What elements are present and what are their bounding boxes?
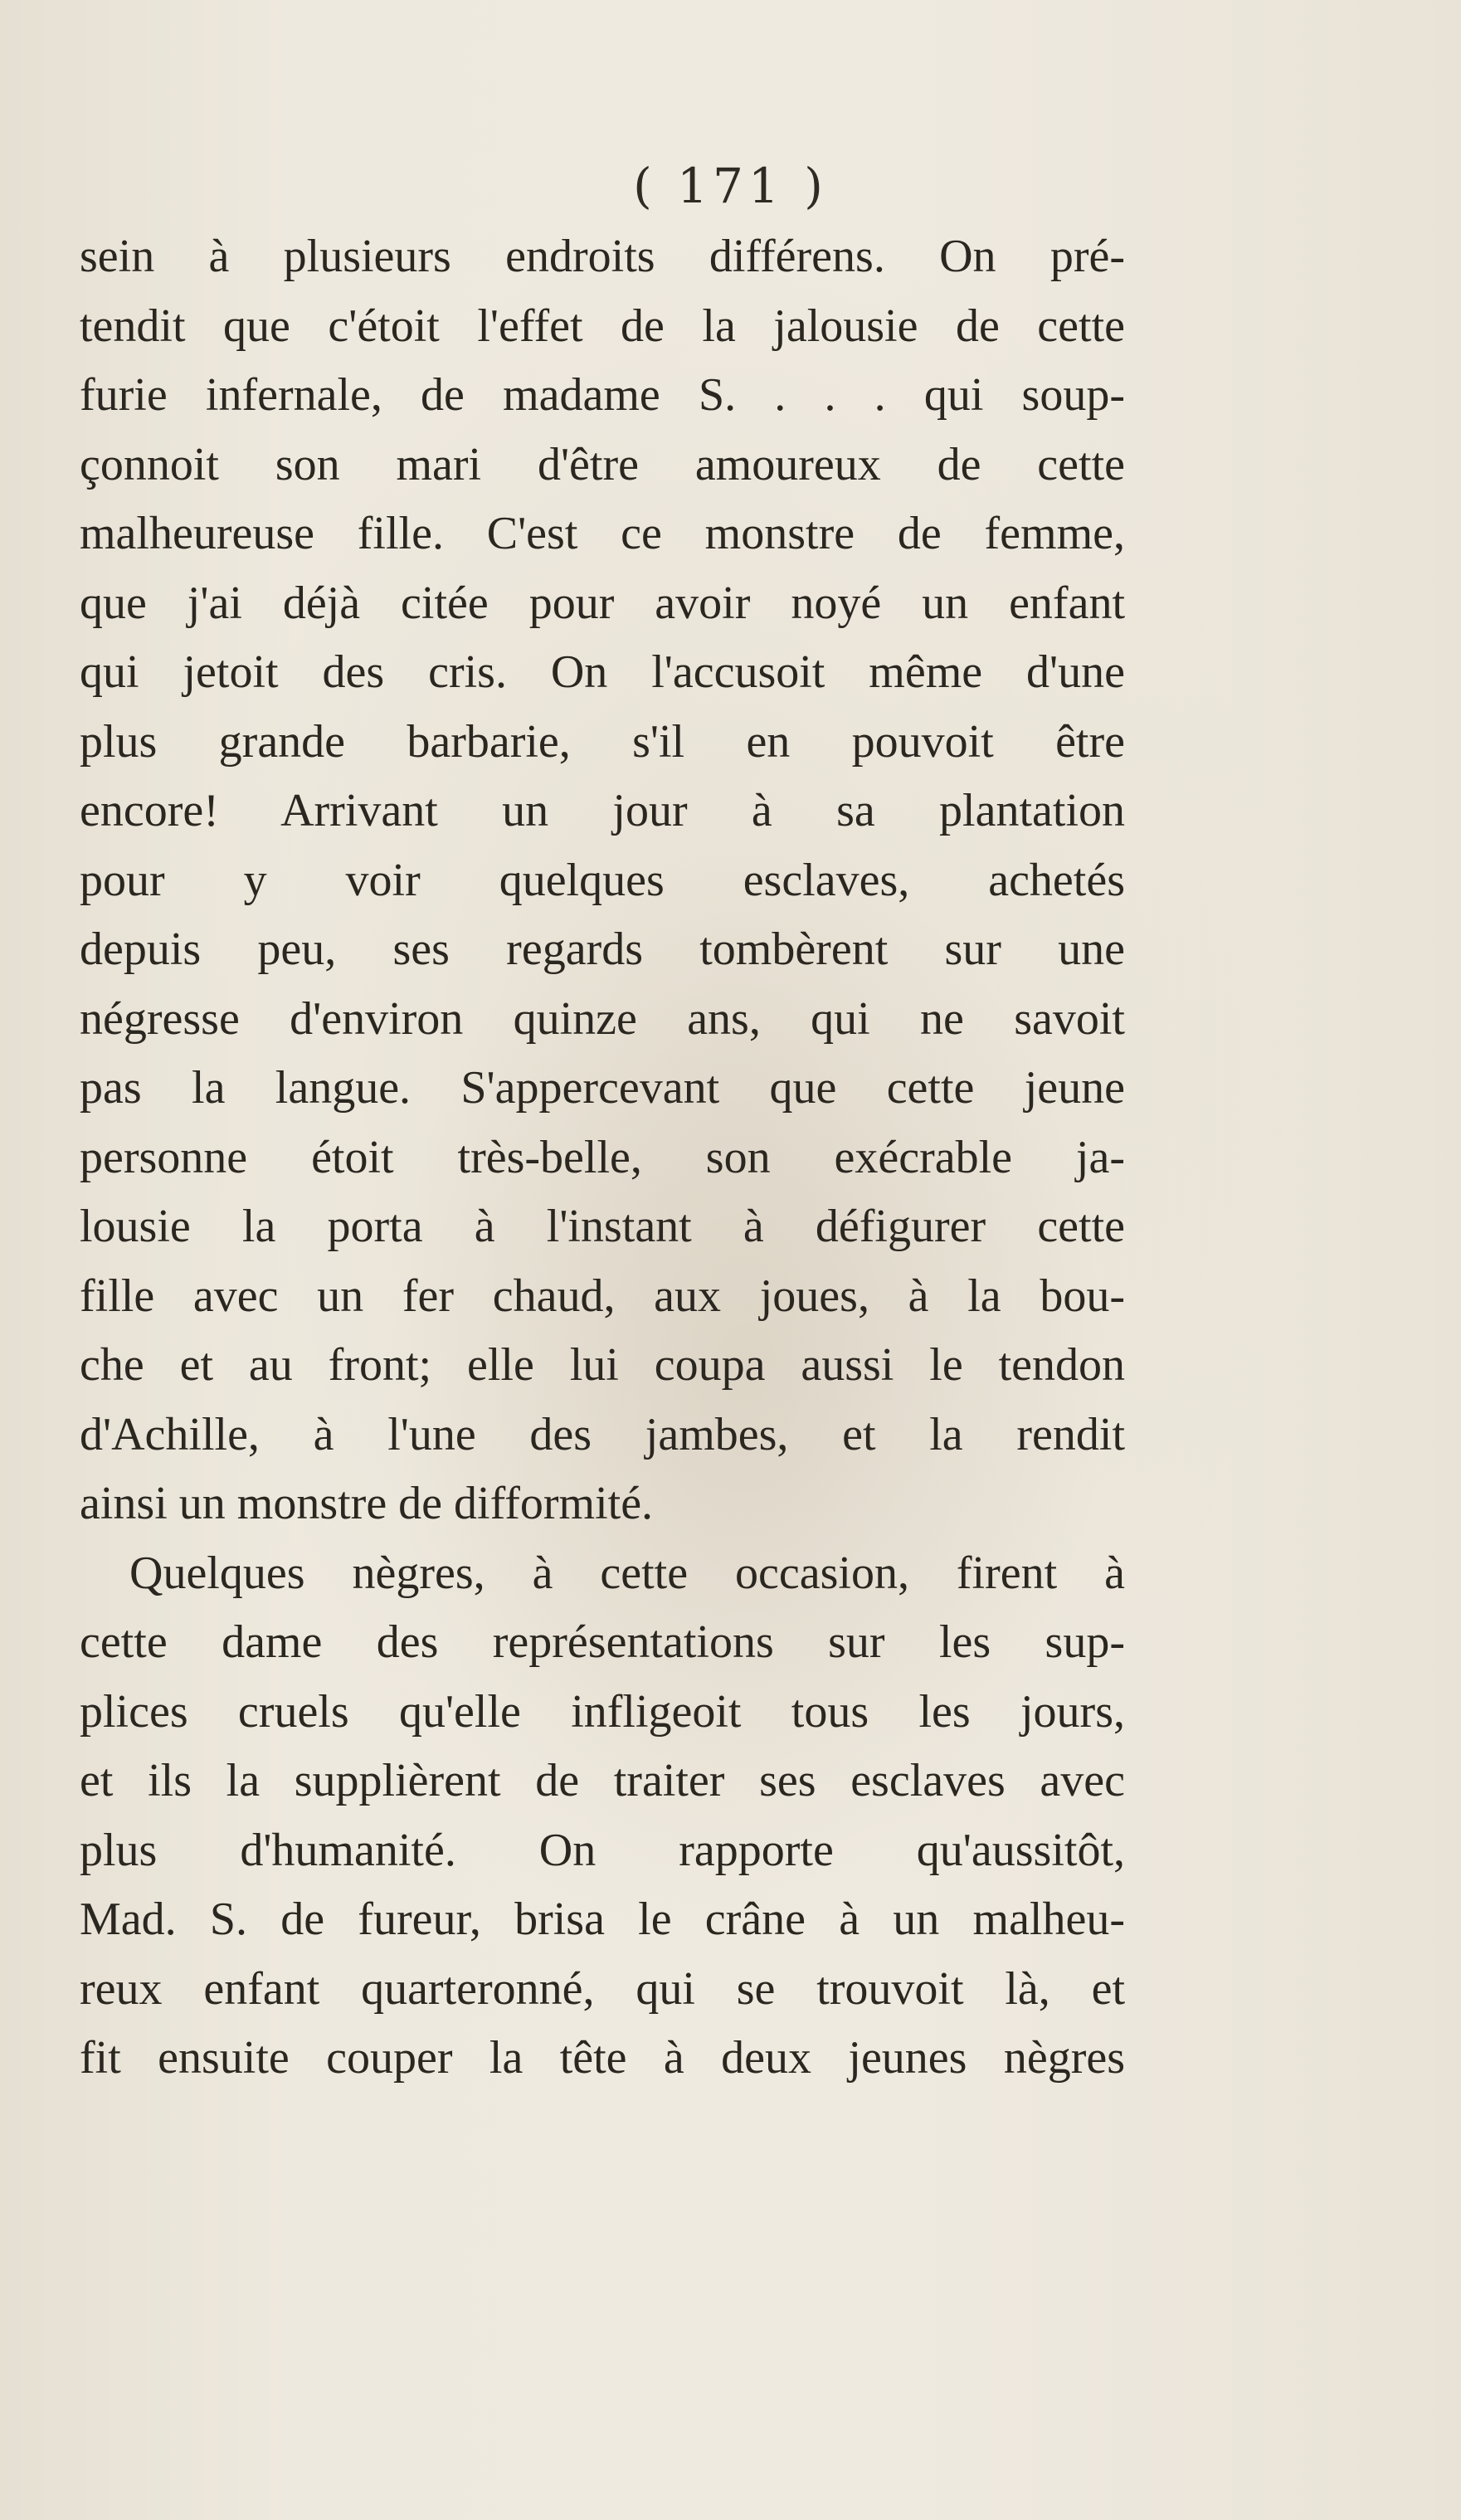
paragraph-1 [80,222,1125,1539]
text-line: plus d'humanité. On rapporte qu'aussitôt, [80,1824,1125,1876]
text-line: tendit que c'étoit l'effet de la jalousie de cette [80,300,1125,352]
text-line: fit ensuite couper la tête à deux jeunes nègres [80,2032,1125,2084]
text-line: que j'ai déjà citée pour avoir noyé un enfant [80,577,1125,629]
text-line: malheureuse fille. C'est ce monstre de femme, [80,508,1125,559]
text-line: Quelques nègres, à cette occasion, firent à [129,1547,1125,1599]
body-text [80,222,1125,2094]
text-line: che et au front; elle lui coupa aussi le tendon [80,1339,1125,1391]
text-line: pour y voir quelques esclaves, achetés [80,854,1125,906]
text-line: qui jetoit des cris. On l'accusoit même d'une [80,646,1125,698]
text-line: depuis peu, ses regards tombèrent sur une [80,924,1125,975]
text-line: d'Achille, à l'une des jambes, et la rendit [80,1408,1125,1460]
text-line: furie infernale, de madame S. . . . qui soup- [80,369,1125,421]
text-line: fille avec un fer chaud, aux joues, à la bou- [80,1270,1125,1322]
text-line: reux enfant quarteronné, qui se trouvoit là, et [80,1962,1125,2015]
text-line: lousie la porta à l'instant à défigurer cette [80,1201,1125,1252]
text-line: pas la langue. S'appercevant que cette jeune [80,1062,1125,1114]
paragraph-2 [80,1539,1125,2094]
page-number: ( 171 ) [633,158,828,214]
text-line: plices cruels qu'elle infligeoit tous les jours, [80,1685,1125,1738]
text-line: Mad. S. de fureur, brisa le crâne à un malheu- [80,1894,1125,1945]
text-line: ainsi un monstre de difformité. [80,1478,654,1529]
text-line: sein à plusieurs endroits différens. On pré- [80,231,1125,282]
text-line: çonnoit son mari d'être amoureux de cette [80,438,1125,490]
text-line: personne étoit très-belle, son exécrable ja- [80,1131,1125,1183]
text-line: négresse d'environ quinze ans, qui ne savoit [80,992,1125,1045]
text-line: cette dame des représentations sur les sup- [80,1616,1125,1668]
text-line: et ils la supplièrent de traiter ses esclaves avec [80,1755,1125,1806]
text-line: plus grande barbarie, s'il en pouvoit être [80,715,1125,768]
text-line: encore! Arrivant un jour à sa plantation [80,785,1125,836]
